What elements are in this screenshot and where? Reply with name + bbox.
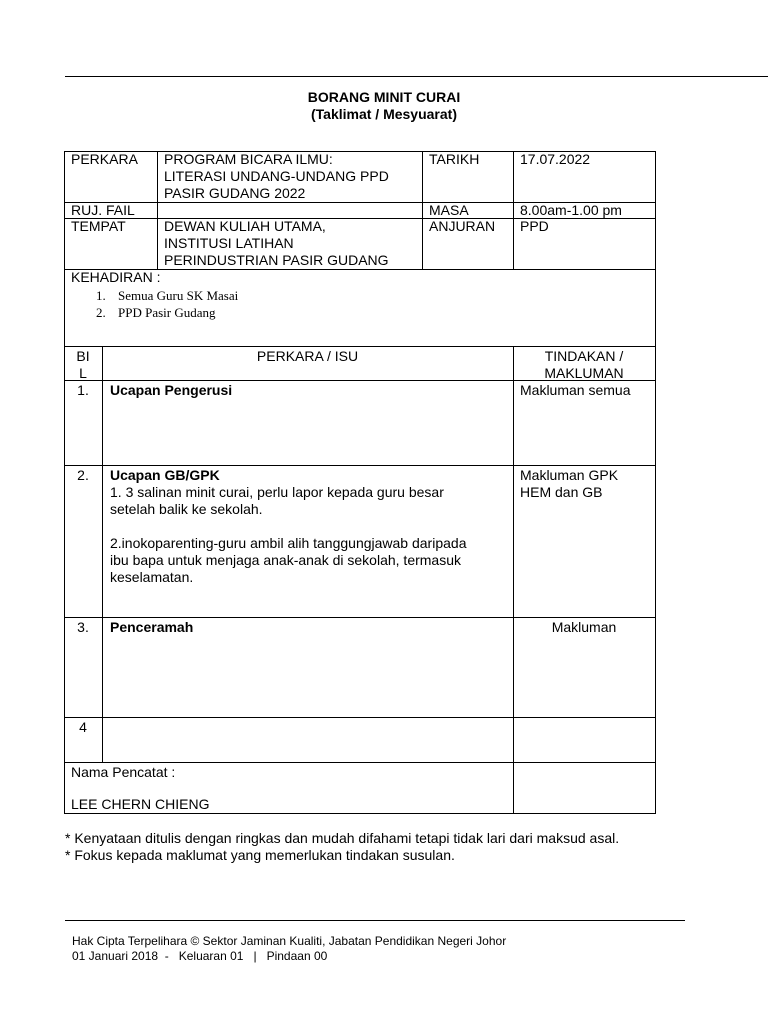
grid-line — [64, 465, 656, 466]
bil-header-line: L — [79, 365, 87, 381]
tempat-line: PERINDUSTRIAN PASIR GUDANG — [164, 252, 389, 268]
row-action-line: HEM dan GB — [520, 484, 603, 500]
form-title: BORANG MINIT CURAI — [307, 89, 461, 105]
tempat-label: TEMPAT — [71, 218, 126, 234]
tindakan-header-line: MAKLUMAN — [544, 365, 624, 381]
grid-line — [64, 617, 656, 618]
row-action: Makluman — [551, 619, 617, 635]
minutes-form — [64, 151, 656, 814]
row-action: Makluman semua — [520, 382, 631, 398]
grid-line — [157, 151, 158, 269]
copyright-line: Hak Cipta Terpelihara © Sektor Jaminan Kualiti, Jabatan Pendidikan Negeri Johor — [72, 934, 507, 948]
tarikh-value: 17.07.2022 — [520, 151, 591, 167]
note-line: * Kenyataan ditulis dengan ringkas dan mudah difahami tetapi tidak lari dari maksud asal. — [65, 830, 620, 846]
attendance-item-num: 1. — [96, 288, 106, 303]
attendance-item-num: 2. — [96, 305, 106, 320]
grid-line — [513, 151, 514, 269]
tempat-value — [164, 218, 389, 269]
perkara-line: PROGRAM BICARA ILMU: — [164, 151, 333, 167]
perkara-line: PASIR GUDANG 2022 — [164, 185, 306, 201]
tempat-line: DEWAN KULIAH UTAMA, — [164, 218, 326, 234]
recorder-label: Nama Pencatat : — [71, 764, 176, 780]
row-heading: Penceramah — [110, 619, 194, 635]
grid-line — [655, 151, 656, 814]
recorder-name: LEE CHERN CHIENG — [71, 796, 210, 812]
attendance-item: PPD Pasir Gudang — [118, 305, 216, 320]
row-body-line: 1. 3 salinan minit curai, perlu lapor kepada guru besar — [110, 484, 444, 500]
row-number: 2. — [77, 467, 89, 483]
row-number: 3. — [77, 619, 89, 635]
perkara-label: PERKARA — [71, 151, 138, 167]
form-subtitle: (Taklimat / Mesyuarat) — [310, 106, 457, 122]
row-body-line: 2.inokoparenting-guru ambil alih tanggungjawab daripada — [110, 535, 467, 551]
attendance-item: Semua Guru SK Masai — [118, 288, 239, 303]
perkara-line: LITERASI UNDANG-UNDANG PPD — [164, 168, 389, 184]
grid-line — [102, 346, 103, 762]
ruj-fail-label: RUJ. FAIL — [71, 202, 135, 218]
masa-value: 8.00am-1.00 pm — [520, 202, 622, 218]
grid-line — [64, 346, 656, 347]
row-body-line: keselamatan. — [110, 569, 194, 585]
notes — [65, 830, 619, 864]
grid-line — [64, 717, 656, 718]
row-heading: Ucapan Pengerusi — [110, 382, 233, 398]
note-line: * Fokus kepada maklumat yang memerlukan tindakan susulan. — [65, 847, 455, 863]
kehadiran-label: KEHADIRAN : — [71, 269, 161, 285]
grid-line — [513, 346, 514, 813]
tindakan-header — [513, 348, 655, 382]
tindakan-header-line: TINDAKAN / — [544, 348, 624, 364]
row-number: 1. — [77, 382, 89, 398]
masa-label: MASA — [429, 202, 469, 218]
perkara-value — [164, 151, 389, 202]
row-action — [520, 467, 618, 501]
bil-header-line: BI — [76, 348, 90, 364]
grid-line — [422, 151, 423, 269]
anjuran-value: PPD — [520, 218, 549, 234]
top-rule — [65, 76, 768, 77]
anjuran-label: ANJURAN — [429, 218, 496, 234]
row-body-line: setelah balik ke sekolah. — [110, 501, 263, 517]
row-body-gap — [110, 518, 510, 535]
footer — [72, 934, 506, 964]
revision-line: 01 Januari 2018 - Keluaran 01 | Pindaan 00 — [72, 949, 328, 963]
tarikh-label: TARIKH — [429, 151, 480, 167]
row-action-line: Makluman GPK — [520, 467, 619, 483]
tempat-line: INSTITUSI LATIHAN — [164, 235, 294, 251]
footer-rule — [65, 920, 685, 921]
grid-line — [64, 762, 656, 763]
row-body-line: ibu bapa untuk menjaga anak-anak di sekolah, termasuk — [110, 552, 461, 568]
perkara-isu-header: PERKARA / ISU — [256, 348, 359, 364]
bil-header — [64, 348, 102, 382]
row-number: 4 — [79, 719, 87, 735]
row-heading: Ucapan GB/GPK — [110, 467, 220, 483]
grid-line — [64, 813, 656, 814]
row-content — [110, 467, 510, 586]
